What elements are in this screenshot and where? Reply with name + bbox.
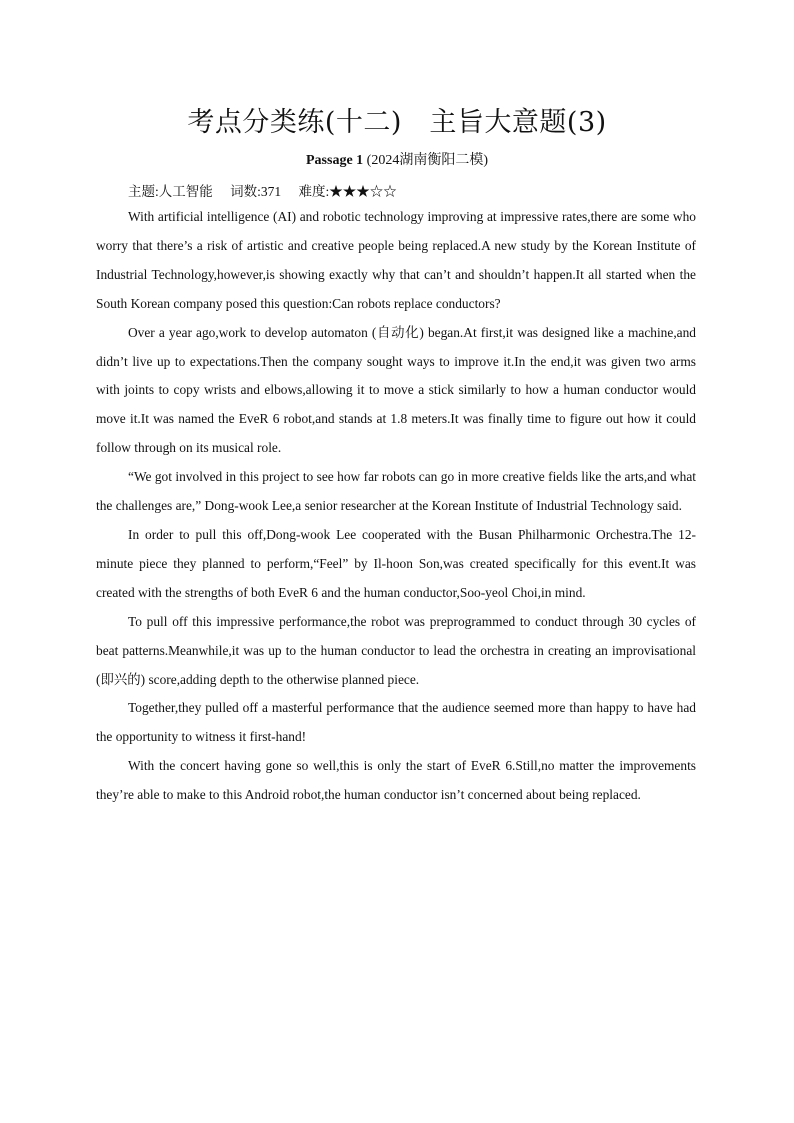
passage-body <box>96 203 696 810</box>
paragraph-7: With the concert having gone so well,this is only the start of EveR 6.Still,no matter the improvements they’re able to make to this Android robot,the human conductor isn’t concerned about being replaced. <box>96 758 696 803</box>
passage-source: (2024湖南衡阳二模) <box>366 153 488 168</box>
passage-heading <box>0 149 794 169</box>
passage-meta <box>128 180 411 200</box>
topic-label: 主题:人工智能 <box>128 184 213 199</box>
page-title: 考点分类练(十二) 主旨大意题(3) <box>187 107 607 138</box>
paragraph-3: “We got involved in this project to see how far robots can go in more creative fields like the arts,and what the challenges are,” Dong-wook Lee,a senior researcher at the Korean Institute of Industrial Technology said. <box>96 469 696 514</box>
word-count: 词数:371 <box>230 184 282 199</box>
paragraph-5: To pull off this impressive performance,the robot was preprogrammed to conduct through 30 cycles of beat patterns.Meanwhile,it was up to the human conductor to lead the orchestra in creating an improvisational (即兴的) score,adding depth to the otherwise planned piece. <box>96 613 696 687</box>
paragraph-2: Over a year ago,work to develop automaton (自动化) began.At first,it was designed like a machine,and didn’t live up to expectations.Then the company sought ways to improve it.In the end,it was given two arms with joints to copy wrists and elbows,allowing it to move a stick similarly to how a human conductor would move it.It was named the EveR 6 robot,and stands at 1.8 meters.It was finally time to figure out how it could follow through on its musical role. <box>96 324 696 456</box>
difficulty-rating: 难度:★★★☆☆ <box>298 184 397 199</box>
paragraph-1: With artificial intelligence (AI) and robotic technology improving at impressive rates,there are some who worry that there’s a risk of artistic and creative people being replaced.A new study by the Korean Institute of Industrial Technology,however,is showing exactly why that can’t and shouldn’t happen.It all started when the South Korean company posed this question:Can robots replace conductors? <box>96 209 696 311</box>
paragraph-6: Together,they pulled off a masterful performance that the audience seemed more than happy to have had the opportunity to witness it first-hand! <box>96 700 696 745</box>
passage-label: Passage 1 <box>306 153 364 168</box>
paragraph-4: In order to pull this off,Dong-wook Lee cooperated with the Busan Philharmonic Orchestra.The 12-minute piece they planned to perform,“Feel” by Il-hoon Son,was created specifically for this event.It was created with the strengths of both EveR 6 and the human conductor,Soo-yeol Choi,in mind. <box>96 526 696 600</box>
